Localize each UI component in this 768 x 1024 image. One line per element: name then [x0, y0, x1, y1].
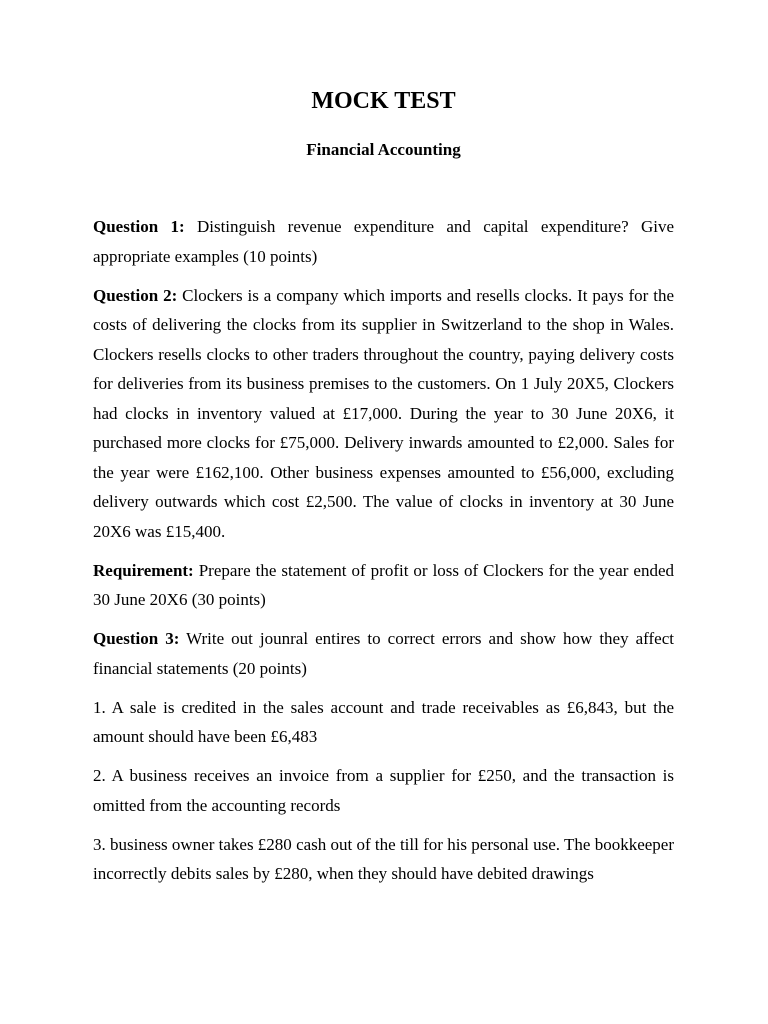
requirement-text: Prepare the statement of profit or loss of Clockers for the year ended 30 June 20X6 (30 points): [93, 560, 674, 609]
page-subtitle: Financial Accounting: [306, 140, 461, 159]
question-2-label: Question 2:: [93, 285, 178, 305]
question-3-label: Question 3:: [93, 629, 180, 648]
document-body: [93, 212, 674, 898]
requirement: [93, 556, 674, 615]
question-2: [93, 281, 674, 547]
question-1: [93, 212, 674, 271]
question-2-text: Clockers is a company which imports and resells clocks. It pays for the costs of delivering the clocks from its supplier in Switzerland to the shop in Wales. Clockers resells clocks to other traders throughout the country, paying delivery costs for deliveries from its business premises to the customers. On 1 July 20X5, Clockers had clocks in inventory valued at £17,000. During the year to 30 June 20X6, it purchased more clocks for £75,000. Delivery inwards amounted to £2,000. Sales for the year were £162,100. Other business expenses amounted to £56,000, excluding delivery outwards which cost £2,500. The value of clocks in inventory at 30 June 20X6 was £15,400.: [93, 285, 674, 541]
question-1-text: Distinguish revenue expenditure and capital expenditure? Give appropriate examples (10 points): [93, 217, 674, 266]
question-3: [93, 624, 674, 683]
error-item-3: 3. business owner takes £280 cash out of the till for his personal use. The bookkeeper incorrectly debits sales by £280, when they should have debited drawings: [93, 834, 674, 883]
error-item-2: 2. A business receives an invoice from a supplier for £250, and the transaction is omitted from the accounting records: [93, 766, 674, 815]
error-item-1: 1. A sale is credited in the sales account and trade receivables as £6,843, but the amount should have been £6,483: [93, 697, 674, 746]
question-3-text: Write out jounral entires to correct errors and show how they affect financial statements (20 points): [93, 629, 674, 678]
requirement-label: Requirement:: [93, 560, 194, 580]
page-title: MOCK TEST: [311, 88, 456, 114]
question-1-label: Question 1:: [93, 217, 185, 236]
